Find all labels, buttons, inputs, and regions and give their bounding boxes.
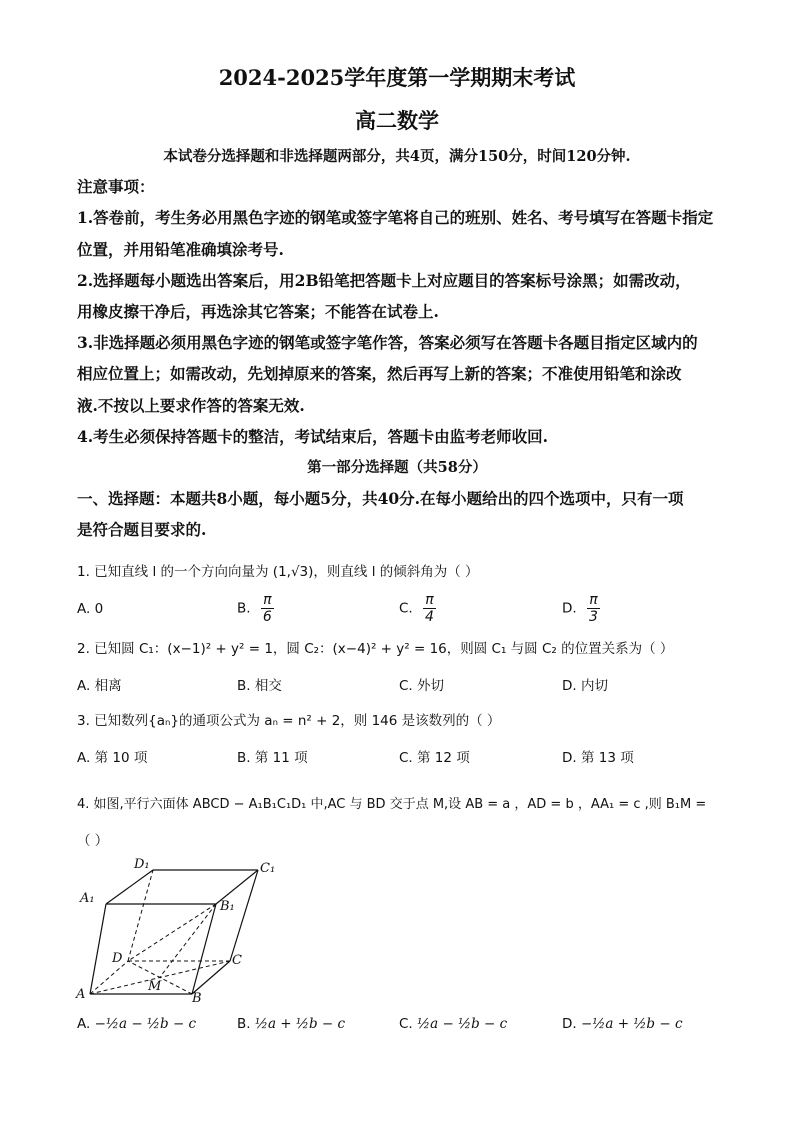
label-d1: D₁ (134, 857, 150, 872)
q2-option-d: D. 内切 (562, 678, 608, 694)
notice-line-3: 2.选择题每小题选出答案后，用2B铅笔把答题卡上对应题目的答案标号涂黑；如需改动， (77, 271, 691, 290)
q4-option-d: D. −½a + ½b − c (562, 1016, 683, 1032)
q4-option-b: B. ½a + ½b − c (237, 1016, 346, 1032)
exam-intro: 本试卷分选择题和非选择题两部分，共4页，满分150分，时间120分钟. (163, 148, 631, 165)
label-d: D (112, 951, 123, 966)
label-b1: B₁ (220, 899, 235, 914)
label-b: B (192, 991, 202, 1006)
notice-line-4: 用橡皮擦干净后，再选涂其它答案；不能答在试卷上. (77, 302, 439, 321)
q3-option-a: A. 第 10 项 (77, 750, 148, 766)
notice-line-6: 相应位置上；如需改动，先划掉原来的答案，然后再写上新的答案；不准使用铅笔和涂改 (77, 364, 682, 383)
label-a1: A₁ (80, 891, 95, 906)
q3-option-d: D. 第 13 项 (562, 750, 634, 766)
q4-option-a: A. −½a − ½b − c (77, 1016, 197, 1032)
notice-line-2: 位置，并用铅笔准确填涂考号. (77, 240, 284, 259)
question-4-stem: 4. 如图,平行六面体 ABCD − A₁B₁C₁D₁ 中,AC 与 BD 交于点 M,设 AB = a ，AD = b ，AA₁ = c ,则 B₁M = (77, 797, 707, 812)
label-m: M (148, 979, 162, 994)
section-line-2: 是符合题目要求的. (77, 520, 207, 539)
edge-b-c (192, 961, 230, 994)
edge-c-c1 (230, 870, 258, 961)
notice-heading: 注意事项： (77, 177, 155, 196)
question-4-paren: （ ） (77, 833, 109, 849)
q1-option-d: D. $\frac{\pi}{3}$ (562, 592, 598, 625)
label-c: C (232, 953, 242, 968)
label-c1: C₁ (260, 861, 276, 876)
notice-line-8: 4.考生必须保持答题卡的整洁，考试结束后，答题卡由监考老师收回. (77, 427, 549, 446)
q2-option-b: B. 相交 (237, 678, 282, 694)
q3-option-c: C. 第 12 项 (399, 750, 470, 766)
section-line-1: 一、选择题：本题共8小题，每小题5分，共40分.在每小题给出的四个选项中，只有一项 (77, 489, 684, 508)
notice-line-1: 1.答卷前，考生务必用黑色字迹的钢笔或签字笔将自己的班别、姓名、考号填写在答题卡指定 (77, 208, 714, 227)
part1-heading: 第一部分选择题（共58分） (307, 459, 487, 476)
question-3-stem: 3. 已知数列{aₙ}的通项公式为 aₙ = n² + 2，则 146 是该数列的（ ） (77, 713, 501, 729)
q3-option-b: B. 第 11 项 (237, 750, 308, 766)
edge-a-a1 (90, 904, 106, 994)
q2-option-c: C. 外切 (399, 678, 445, 694)
q1-option-c: C. $\frac{\pi}{4}$ (399, 592, 434, 625)
q2-option-a: A. 相离 (77, 678, 122, 694)
question-2-stem: 2. 已知圆 C₁：(x−1)² + y² = 1，圆 C₂：(x−4)² + y² = 16，则圆 C₁ 与圆 C₂ 的位置关系为（ ） (77, 641, 674, 657)
exam-subtitle: 高二数学 (355, 108, 439, 133)
edge-a1-d1 (106, 870, 153, 904)
notice-line-7: 液.不按以上要求作答的答案无效. (77, 396, 305, 415)
q1-option-a: A. 0 (77, 601, 104, 617)
parallelepiped-figure (70, 852, 290, 1007)
question-1-stem: 1. 已知直线 l 的一个方向向量为 (1,√3)，则直线 l 的倾斜角为（ ） (77, 564, 479, 580)
label-a: A (76, 987, 86, 1002)
q1-option-b: B. $\frac{\pi}{6}$ (237, 592, 272, 625)
exam-title: 2024-2025学年度第一学期期末考试 (218, 65, 576, 90)
notice-line-5: 3.非选择题必须用黑色字迹的钢笔或签字笔作答，答案必须写在答题卡各题目指定区域内的 (77, 333, 698, 352)
q4-option-c: C. ½a − ½b − c (399, 1016, 508, 1032)
